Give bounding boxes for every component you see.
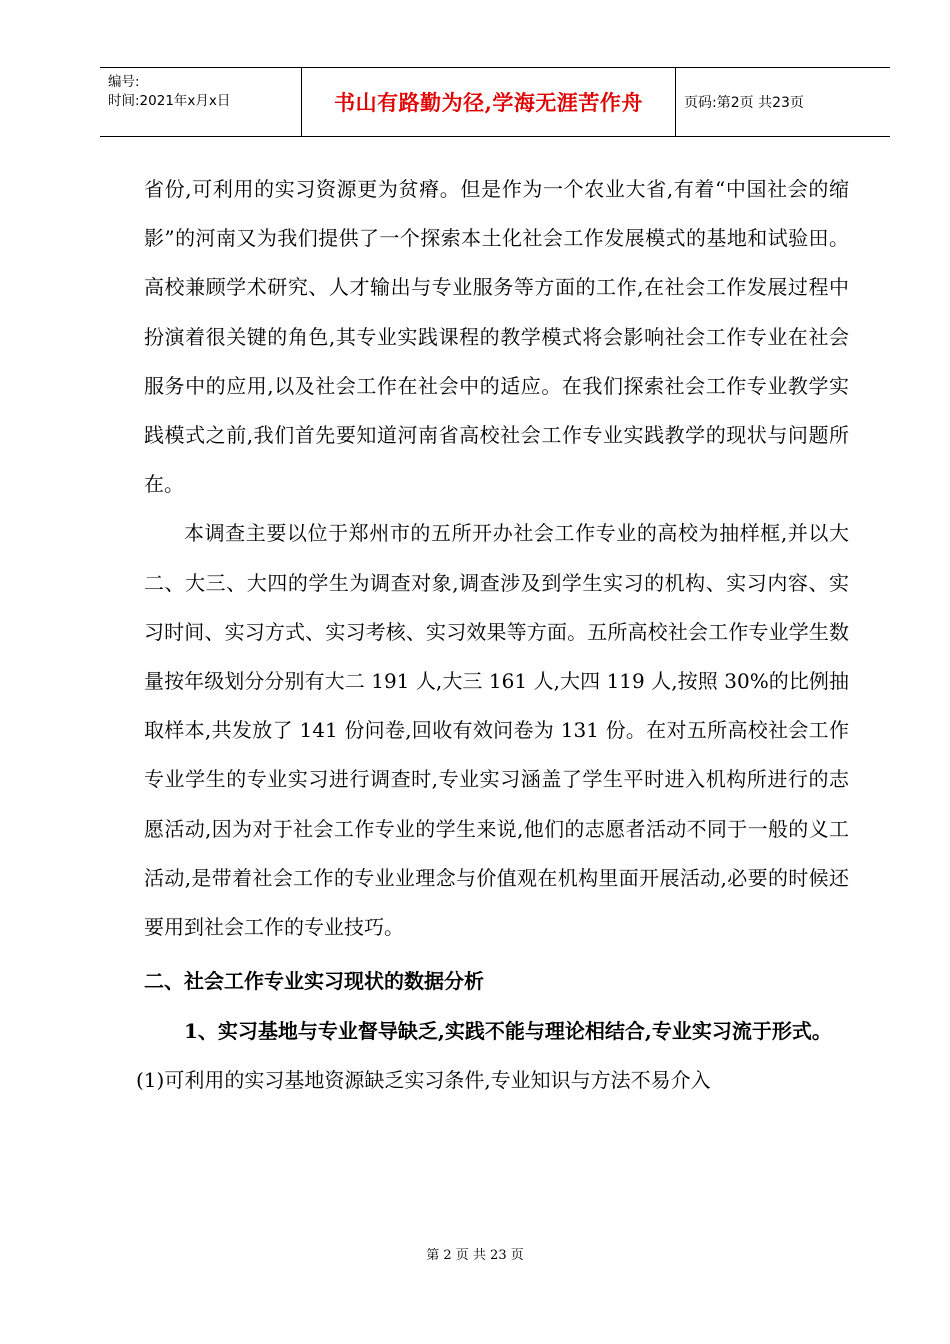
paragraph-1: 省份,可利用的实习资源更为贫瘠。但是作为一个农业大省,有着“中国社会的缩影”的河南又为我们提供了一个探索本土化社会工作发展模式的基地和试验田。高校兼顾学术研究、人才输出与专业服务等方面的工作,在社会工作发展过程中扮演着很关键的角色,其专业实践课程的教学模式将会影响社会工作专业在社会服务中的应用,以及社会工作在社会中的适应。在我们探索社会工作专业教学实践模式之前,我们首先要知道河南省高校社会工作专业实践教学的现状与问题所在。	[144, 177, 849, 497]
doc-time-label: 时间:2021年x月x日	[108, 93, 231, 109]
paragraph-2: 本调查主要以位于郑州市的五所开办社会工作专业的高校为抽样框,并以大二、大三、大四的学生为调查对象,调查涉及到学生实习的机构、实习内容、实习时间、实习方式、实习考核、实习效果等方面。五所高校社会工作专业学生数量按年级划分分别有大二 191 人,大三 161 人,大四 119 人,按照 30%的比例抽取样本,共发放了 141 份问卷,回收有效问卷为 131 份。在对五所高校社会工作专业学生的专业实习进行调查时,专业实习涵盖了学生平时进入机构所进行的志愿活动,因为对于社会工作专业的学生来说,他们的志愿者活动不同于一般的义工活动,是带着社会工作的专业业理念与价值观在机构里面开展活动,必要的时候还要用到社会工作的专业技巧。	[144, 521, 849, 940]
subsection-heading: 1、实习基地与专业督导缺乏,实践不能与理论相结合,专业实习流于形式。	[184, 1019, 832, 1044]
page-header	[100, 67, 890, 137]
list-item-1: (1)可利用的实习基地资源缺乏实习条件,专业知识与方法不易介入	[136, 1068, 711, 1093]
header-motto: 书山有路勤为径,学海无涯苦作舟	[302, 68, 676, 136]
header-page-number: 页码:第2页 共23页	[684, 95, 804, 111]
section-heading: 二、社会工作专业实习现状的数据分析	[144, 969, 484, 994]
header-meta	[100, 68, 302, 136]
doc-number-label: 编号:	[108, 74, 140, 90]
page-footer: 第 2 页 共 23 页	[426, 1248, 524, 1263]
document-body	[136, 165, 849, 1105]
